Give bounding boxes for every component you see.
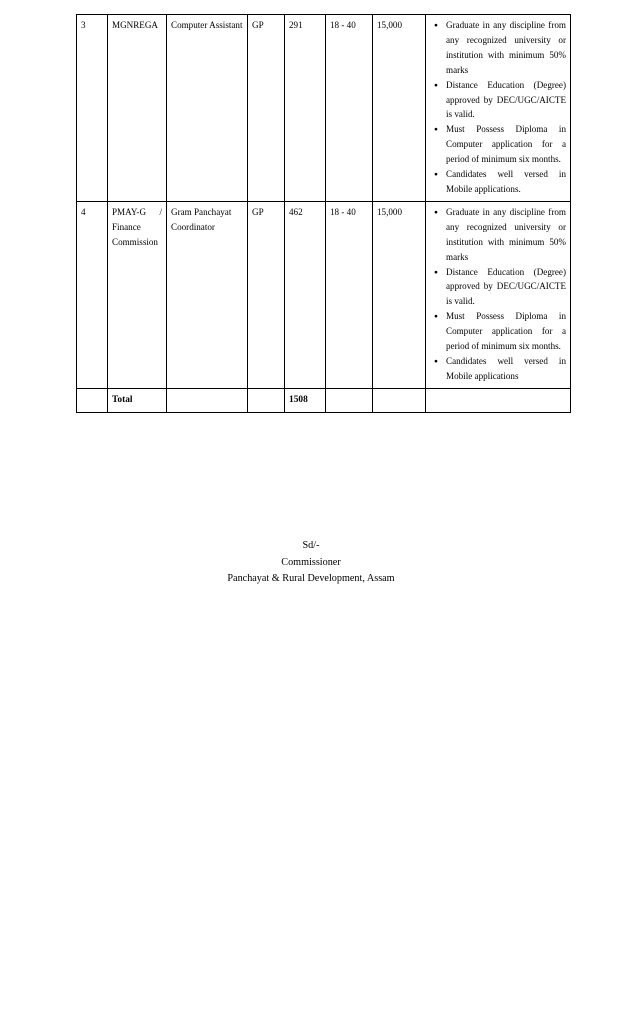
- list-item: ● Graduate in any discipline from any recognized university or institution with minimum 50% marks: [446, 205, 566, 265]
- cell-post: Gram Panchayat Coordinator: [167, 201, 248, 388]
- cell-age-limit: 18 - 40: [326, 201, 373, 388]
- total-label: Total: [112, 394, 133, 405]
- cell-serial-number: 3: [77, 15, 108, 202]
- cell-post: Computer Assistant: [167, 15, 248, 202]
- list-item: ● Distance Education (Degree) approved by DEC/UGC/AICTE is valid.: [446, 78, 566, 123]
- signature-designation: Commissioner: [281, 556, 341, 568]
- cell-empty: [373, 388, 426, 412]
- list-item: ● Candidates well versed in Mobile applications.: [446, 167, 566, 197]
- cell-scheme: MGNREGA: [108, 15, 167, 202]
- list-item: ● Must Possess Diploma in Computer application for a period of minimum six months.: [446, 309, 566, 354]
- cell-empty: [426, 388, 571, 412]
- signature-sd: Sd/-: [302, 540, 320, 551]
- cell-empty: [248, 388, 285, 412]
- cell-vacancies: 291: [285, 15, 326, 202]
- vacancy-table: [76, 14, 571, 413]
- list-item: ● Candidates well versed in Mobile applications: [446, 354, 566, 384]
- cell-pay: 15,000: [373, 15, 426, 202]
- cell-empty: [167, 388, 248, 412]
- cell-pay: 15,000: [373, 201, 426, 388]
- table-row: [77, 201, 571, 388]
- cell-total-vacancies: [285, 388, 326, 412]
- cell-qualifications: [426, 201, 571, 388]
- cell-level: GP: [248, 201, 285, 388]
- cell-vacancies: 462: [285, 201, 326, 388]
- cell-level: GP: [248, 15, 285, 202]
- qualification-list: [430, 205, 566, 384]
- list-item: ● Distance Education (Degree) approved by DEC/UGC/AICTE is valid.: [446, 265, 566, 310]
- cell-age-limit: 18 - 40: [326, 15, 373, 202]
- signature-department: Panchayat & Rural Development, Assam: [227, 573, 395, 584]
- cell-empty: [77, 388, 108, 412]
- cell-scheme: PMAY-G / Finance Commission: [108, 201, 167, 388]
- list-item: ● Graduate in any discipline from any recognized university or institution with minimum 50% marks: [446, 18, 566, 78]
- qualification-list: [430, 18, 566, 197]
- total-value: 1508: [289, 394, 308, 405]
- table-row: [77, 15, 571, 202]
- cell-qualifications: [426, 15, 571, 202]
- cell-serial-number: 4: [77, 201, 108, 388]
- cell-empty: [326, 388, 373, 412]
- cell-total-label: [108, 388, 167, 412]
- signature-block: [0, 538, 622, 588]
- table-total-row: [77, 388, 571, 412]
- list-item: ● Must Possess Diploma in Computer application for a period of minimum six months.: [446, 122, 566, 167]
